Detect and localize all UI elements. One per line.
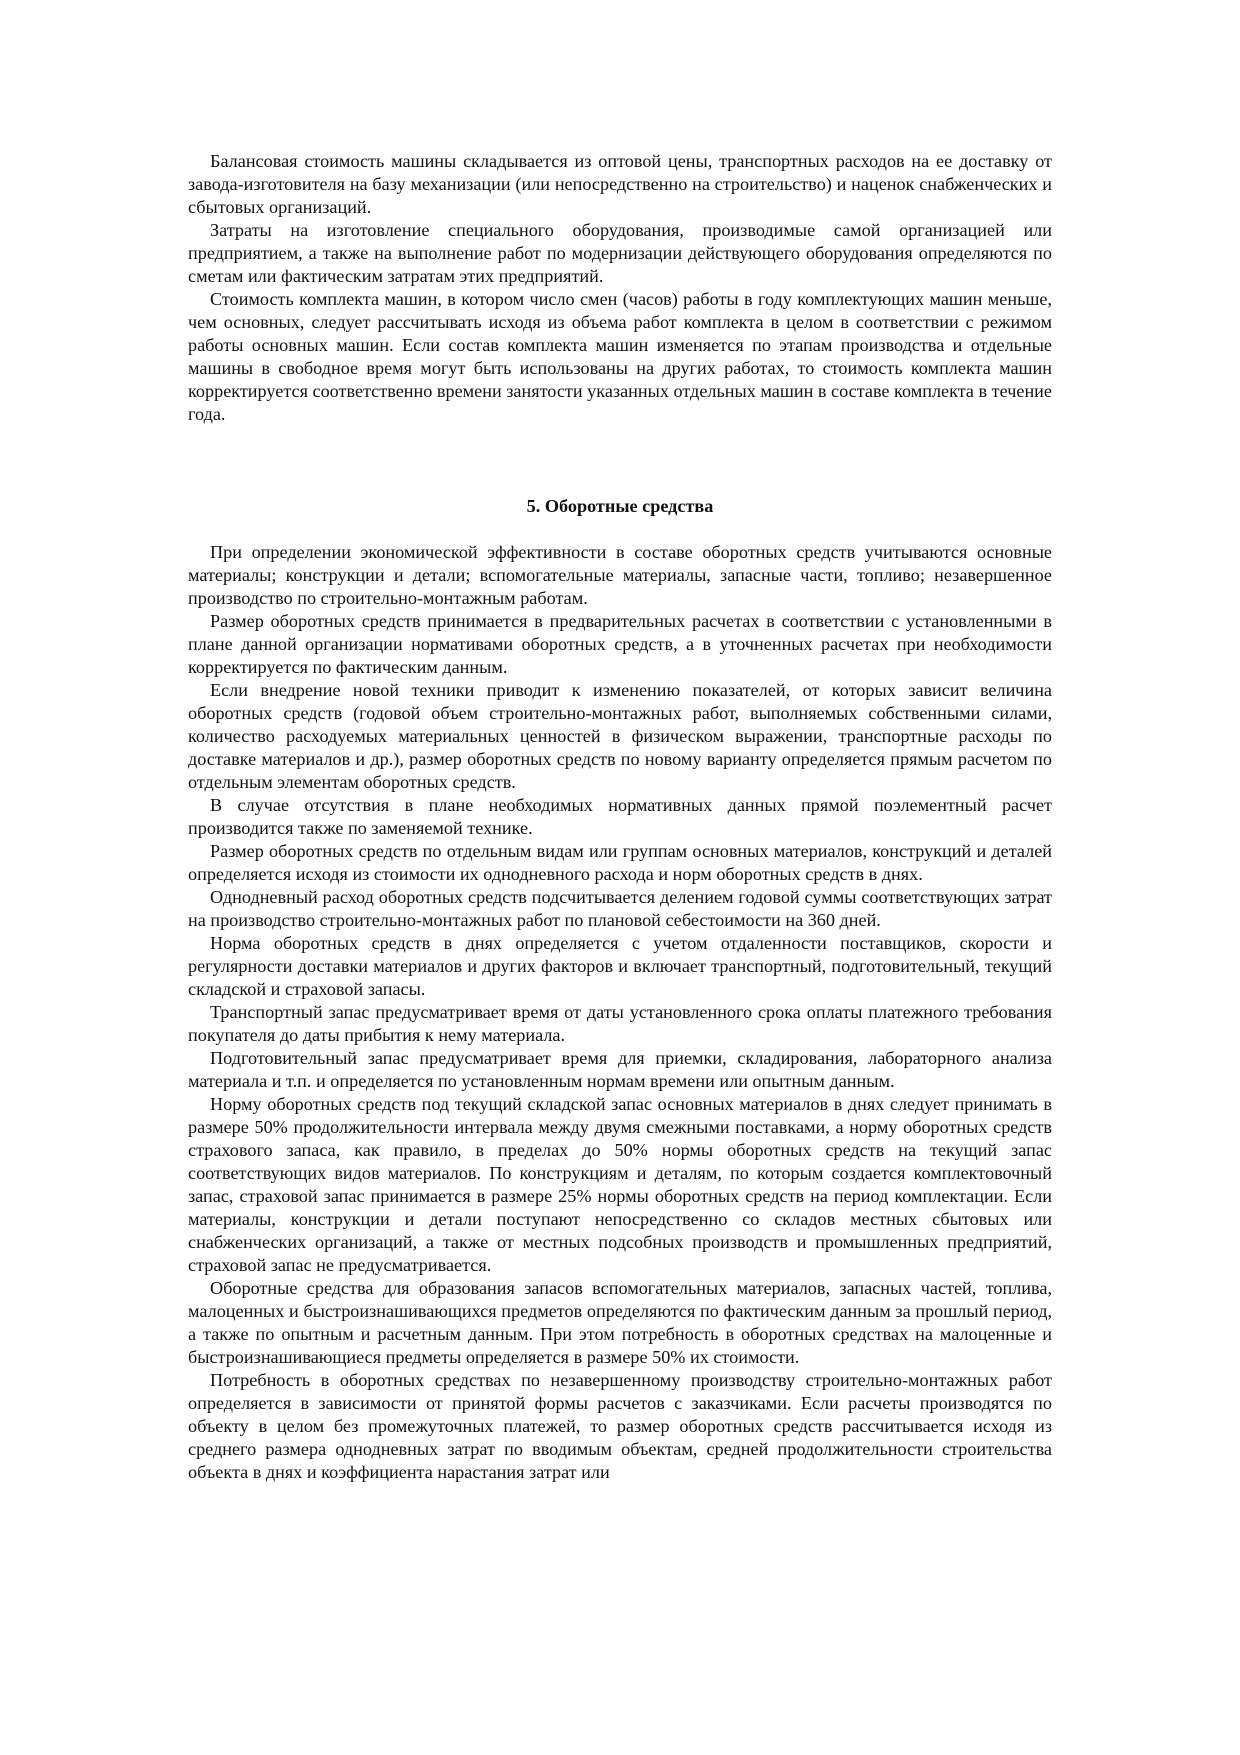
document-page (188, 150, 1052, 1484)
section-body (188, 541, 1052, 1484)
paragraph: Транспортный запас предусматривает время от даты установленного срока оплаты платежного требования покупателя до даты прибытия к нему материала. (188, 1002, 1052, 1045)
paragraph: Подготовительный запас предусматривает время для приемки, складирования, лабораторного анализа материала и т.п. и определяется по установленным нормам времени или опытным данным. (188, 1048, 1052, 1091)
section-spacer (188, 426, 1052, 495)
intro-block (188, 150, 1052, 426)
title-spacer (188, 518, 1052, 541)
paragraph: Норму оборотных средств под текущий складской запас основных материалов в днях следует принимать в размере 50% продолжительности интервала между двумя смежными поставками, а норму оборотных средств страхового запаса, как правило, в пределах до 50% нормы оборотных средств на текущий запас соответствующих видов материалов. По конструкциям и деталям, по которым создается комплектовочный запас, страховой запас принимается в размере 25% нормы оборотных средств на период комплектации. Если материалы, конструкции и детали поступают непосредственно со складов местных сбытовых или снабженческих организаций, а также от местных подсобных производств и промышленных предприятий, страховой запас не предусматривается. (188, 1094, 1052, 1275)
paragraph: Затраты на изготовление специального оборудования, производимые самой организацией или предприятием, а также на выполнение работ по модернизации действующего оборудования определяются по сметам или фактическим затратам этих предприятий. (188, 220, 1052, 286)
paragraph: Если внедрение новой техники приводит к изменению показателей, от которых зависит величина оборотных средств (годовой объем строительно-монтажных работ, выполняемых собственными силами, количество расходуемых материальных ценностей в физическом выражении, транспортные расходы по доставке материалов и др.), размер оборотных средств по новому варианту определяется прямым расчетом по отдельным элементам оборотных средств. (188, 680, 1052, 792)
paragraph: Оборотные средства для образования запасов вспомогательных материалов, запасных частей, топлива, малоценных и быстроизнашивающихся предметов определяются по фактическим данным за прошлый период, а также по опытным и расчетным данным. При этом потребность в оборотных средствах на малоценные и быстроизнашивающиеся предметы определяется в размере 50% их стоимости. (188, 1278, 1052, 1367)
paragraph: Стоимость комплекта машин, в котором число смен (часов) работы в году комплектующих машин меньше, чем основных, следует рассчитывать исходя из объема работ комплекта в целом в соответствии с режимом работы основных машин. Если состав комплекта машин изменяется по этапам производства и отдельные машины в свободное время могут быть использованы на других работах, то стоимость комплекта машин корректируется соответственно времени занятости указанных отдельных машин в составе комплекта в течение года. (188, 289, 1052, 424)
paragraph: Однодневный расход оборотных средств подсчитывается делением годовой суммы соответствующих затрат на производство строительно-монтажных работ по плановой себестоимости на 360 дней. (188, 887, 1052, 930)
paragraph: Размер оборотных средств принимается в предварительных расчетах в соответствии с установленными в плане данной организации нормативами оборотных средств, а в уточненных расчетах при необходимости корректируется по фактическим данным. (188, 611, 1052, 677)
paragraph: Норма оборотных средств в днях определяется с учетом отдаленности поставщиков, скорости и регулярности доставки материалов и других факторов и включает транспортный, подготовительный, текущий складской и страховой запасы. (188, 933, 1052, 999)
section-title: 5. Оборотные средства (526, 496, 714, 516)
paragraph: При определении экономической эффективности в составе оборотных средств учитываются основные материалы; конструкции и детали; вспомогательные материалы, запасные части, топливо; незавершенное производство по строительно-монтажным работам. (188, 542, 1052, 608)
paragraph: Балансовая стоимость машины складывается из оптовой цены, транспортных расходов на ее доставку от завода-изготовителя на базу механизации (или непосредственно на строительство) и наценок снабженческих и сбытовых организаций. (188, 151, 1052, 217)
paragraph: В случае отсутствия в плане необходимых нормативных данных прямой поэлементный расчет производится также по заменяемой технике. (188, 795, 1052, 838)
paragraph: Размер оборотных средств по отдельным видам или группам основных материалов, конструкций и деталей определяется исходя из стоимости их однодневного расхода и норм оборотных средств в днях. (188, 841, 1052, 884)
paragraph: Потребность в оборотных средствах по незавершенному производству строительно-монтажных работ определяется в зависимости от принятой формы расчетов с заказчиками. Если расчеты производятся по объекту в целом без промежуточных платежей, то размер оборотных средств рассчитывается исходя из среднего размера однодневных затрат по вводимым объектам, средней продолжительности строительства объекта в днях и коэффициента нарастания затрат или (188, 1370, 1052, 1482)
